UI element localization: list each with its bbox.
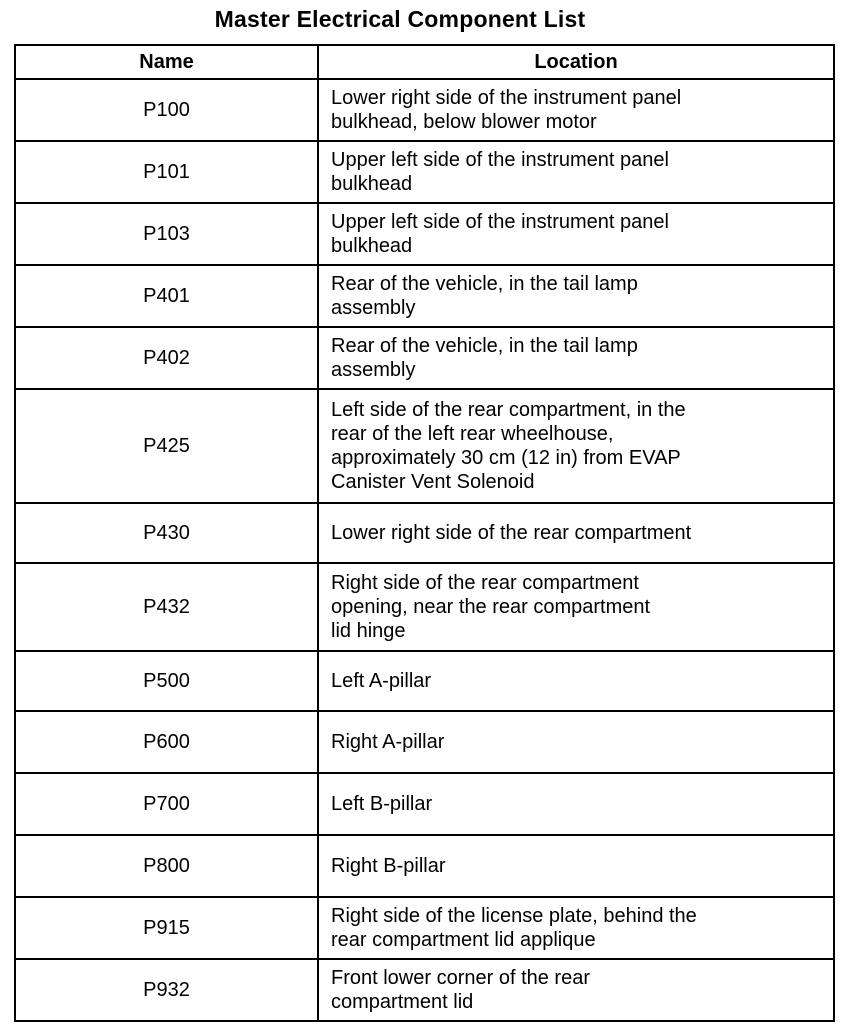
location-line: Left side of the rear compartment, in the — [331, 399, 686, 421]
location-line: bulkhead — [331, 173, 413, 195]
component-location-cell — [318, 141, 834, 203]
location-line: Left B-pillar — [331, 793, 433, 815]
table-row — [15, 265, 834, 327]
location-line: Right A-pillar — [331, 731, 445, 753]
table-row — [15, 503, 834, 563]
component-location-cell — [318, 959, 834, 1021]
location-line: Lower right side of the rear compartment — [331, 522, 692, 544]
component-name-cell: P915 — [15, 897, 318, 959]
location-line: opening, near the rear compartment — [331, 596, 651, 618]
component-name-cell: P600 — [15, 711, 318, 773]
location-line: Rear of the vehicle, in the tail lamp — [331, 273, 638, 295]
table-row — [15, 563, 834, 651]
table-body — [15, 79, 834, 1021]
table-row — [15, 651, 834, 711]
table-row — [15, 79, 834, 141]
component-name-cell: P401 — [15, 265, 318, 327]
table-row — [15, 203, 834, 265]
location-line: approximately 30 cm (12 in) from EVAP — [331, 447, 681, 469]
location-line: assembly — [331, 297, 416, 319]
location-line: lid hinge — [331, 620, 406, 642]
component-location-cell — [318, 835, 834, 897]
table-row — [15, 897, 834, 959]
location-line: rear compartment lid applique — [331, 929, 596, 951]
component-name-cell: P430 — [15, 503, 318, 563]
table-row — [15, 389, 834, 503]
location-line: Upper left side of the instrument panel — [331, 149, 669, 171]
component-location-cell — [318, 389, 834, 503]
location-line: bulkhead — [331, 235, 413, 257]
component-name-cell: P101 — [15, 141, 318, 203]
table-row — [15, 711, 834, 773]
component-name-cell: P932 — [15, 959, 318, 1021]
location-line: Right B-pillar — [331, 855, 446, 877]
location-line: Lower right side of the instrument panel — [331, 87, 682, 109]
location-line: compartment lid — [331, 991, 474, 1013]
table-row — [15, 773, 834, 835]
component-location-cell — [318, 897, 834, 959]
component-location-cell — [318, 265, 834, 327]
component-table — [14, 44, 835, 1022]
location-line: Left A-pillar — [331, 670, 432, 692]
component-name-cell: P500 — [15, 651, 318, 711]
component-name-cell: P432 — [15, 563, 318, 651]
component-name-cell: P425 — [15, 389, 318, 503]
column-header-location: Location — [318, 45, 834, 79]
component-location-cell — [318, 79, 834, 141]
location-line: bulkhead, below blower motor — [331, 111, 597, 133]
location-line: Upper left side of the instrument panel — [331, 211, 669, 233]
table-row — [15, 327, 834, 389]
component-location-cell — [318, 563, 834, 651]
location-line: Right side of the rear compartment — [331, 572, 639, 594]
location-line: Front lower corner of the rear — [331, 967, 590, 989]
component-location-cell — [318, 711, 834, 773]
table-row — [15, 835, 834, 897]
location-line: assembly — [331, 359, 416, 381]
table-header-row — [15, 45, 834, 79]
document-title: Master Electrical Component List — [214, 6, 586, 32]
component-name-cell: P402 — [15, 327, 318, 389]
location-line: Rear of the vehicle, in the tail lamp — [331, 335, 638, 357]
component-name-cell: P700 — [15, 773, 318, 835]
component-name-cell: P100 — [15, 79, 318, 141]
location-line: Right side of the license plate, behind the — [331, 905, 697, 927]
component-location-cell — [318, 773, 834, 835]
component-location-cell — [318, 651, 834, 711]
component-location-cell — [318, 327, 834, 389]
component-name-cell: P103 — [15, 203, 318, 265]
component-location-cell — [318, 203, 834, 265]
component-name-cell: P800 — [15, 835, 318, 897]
component-location-cell — [318, 503, 834, 563]
table-row — [15, 959, 834, 1021]
table-row — [15, 141, 834, 203]
location-line: rear of the left rear wheelhouse, — [331, 423, 614, 445]
location-line: Canister Vent Solenoid — [331, 471, 535, 493]
column-header-name: Name — [15, 45, 318, 79]
